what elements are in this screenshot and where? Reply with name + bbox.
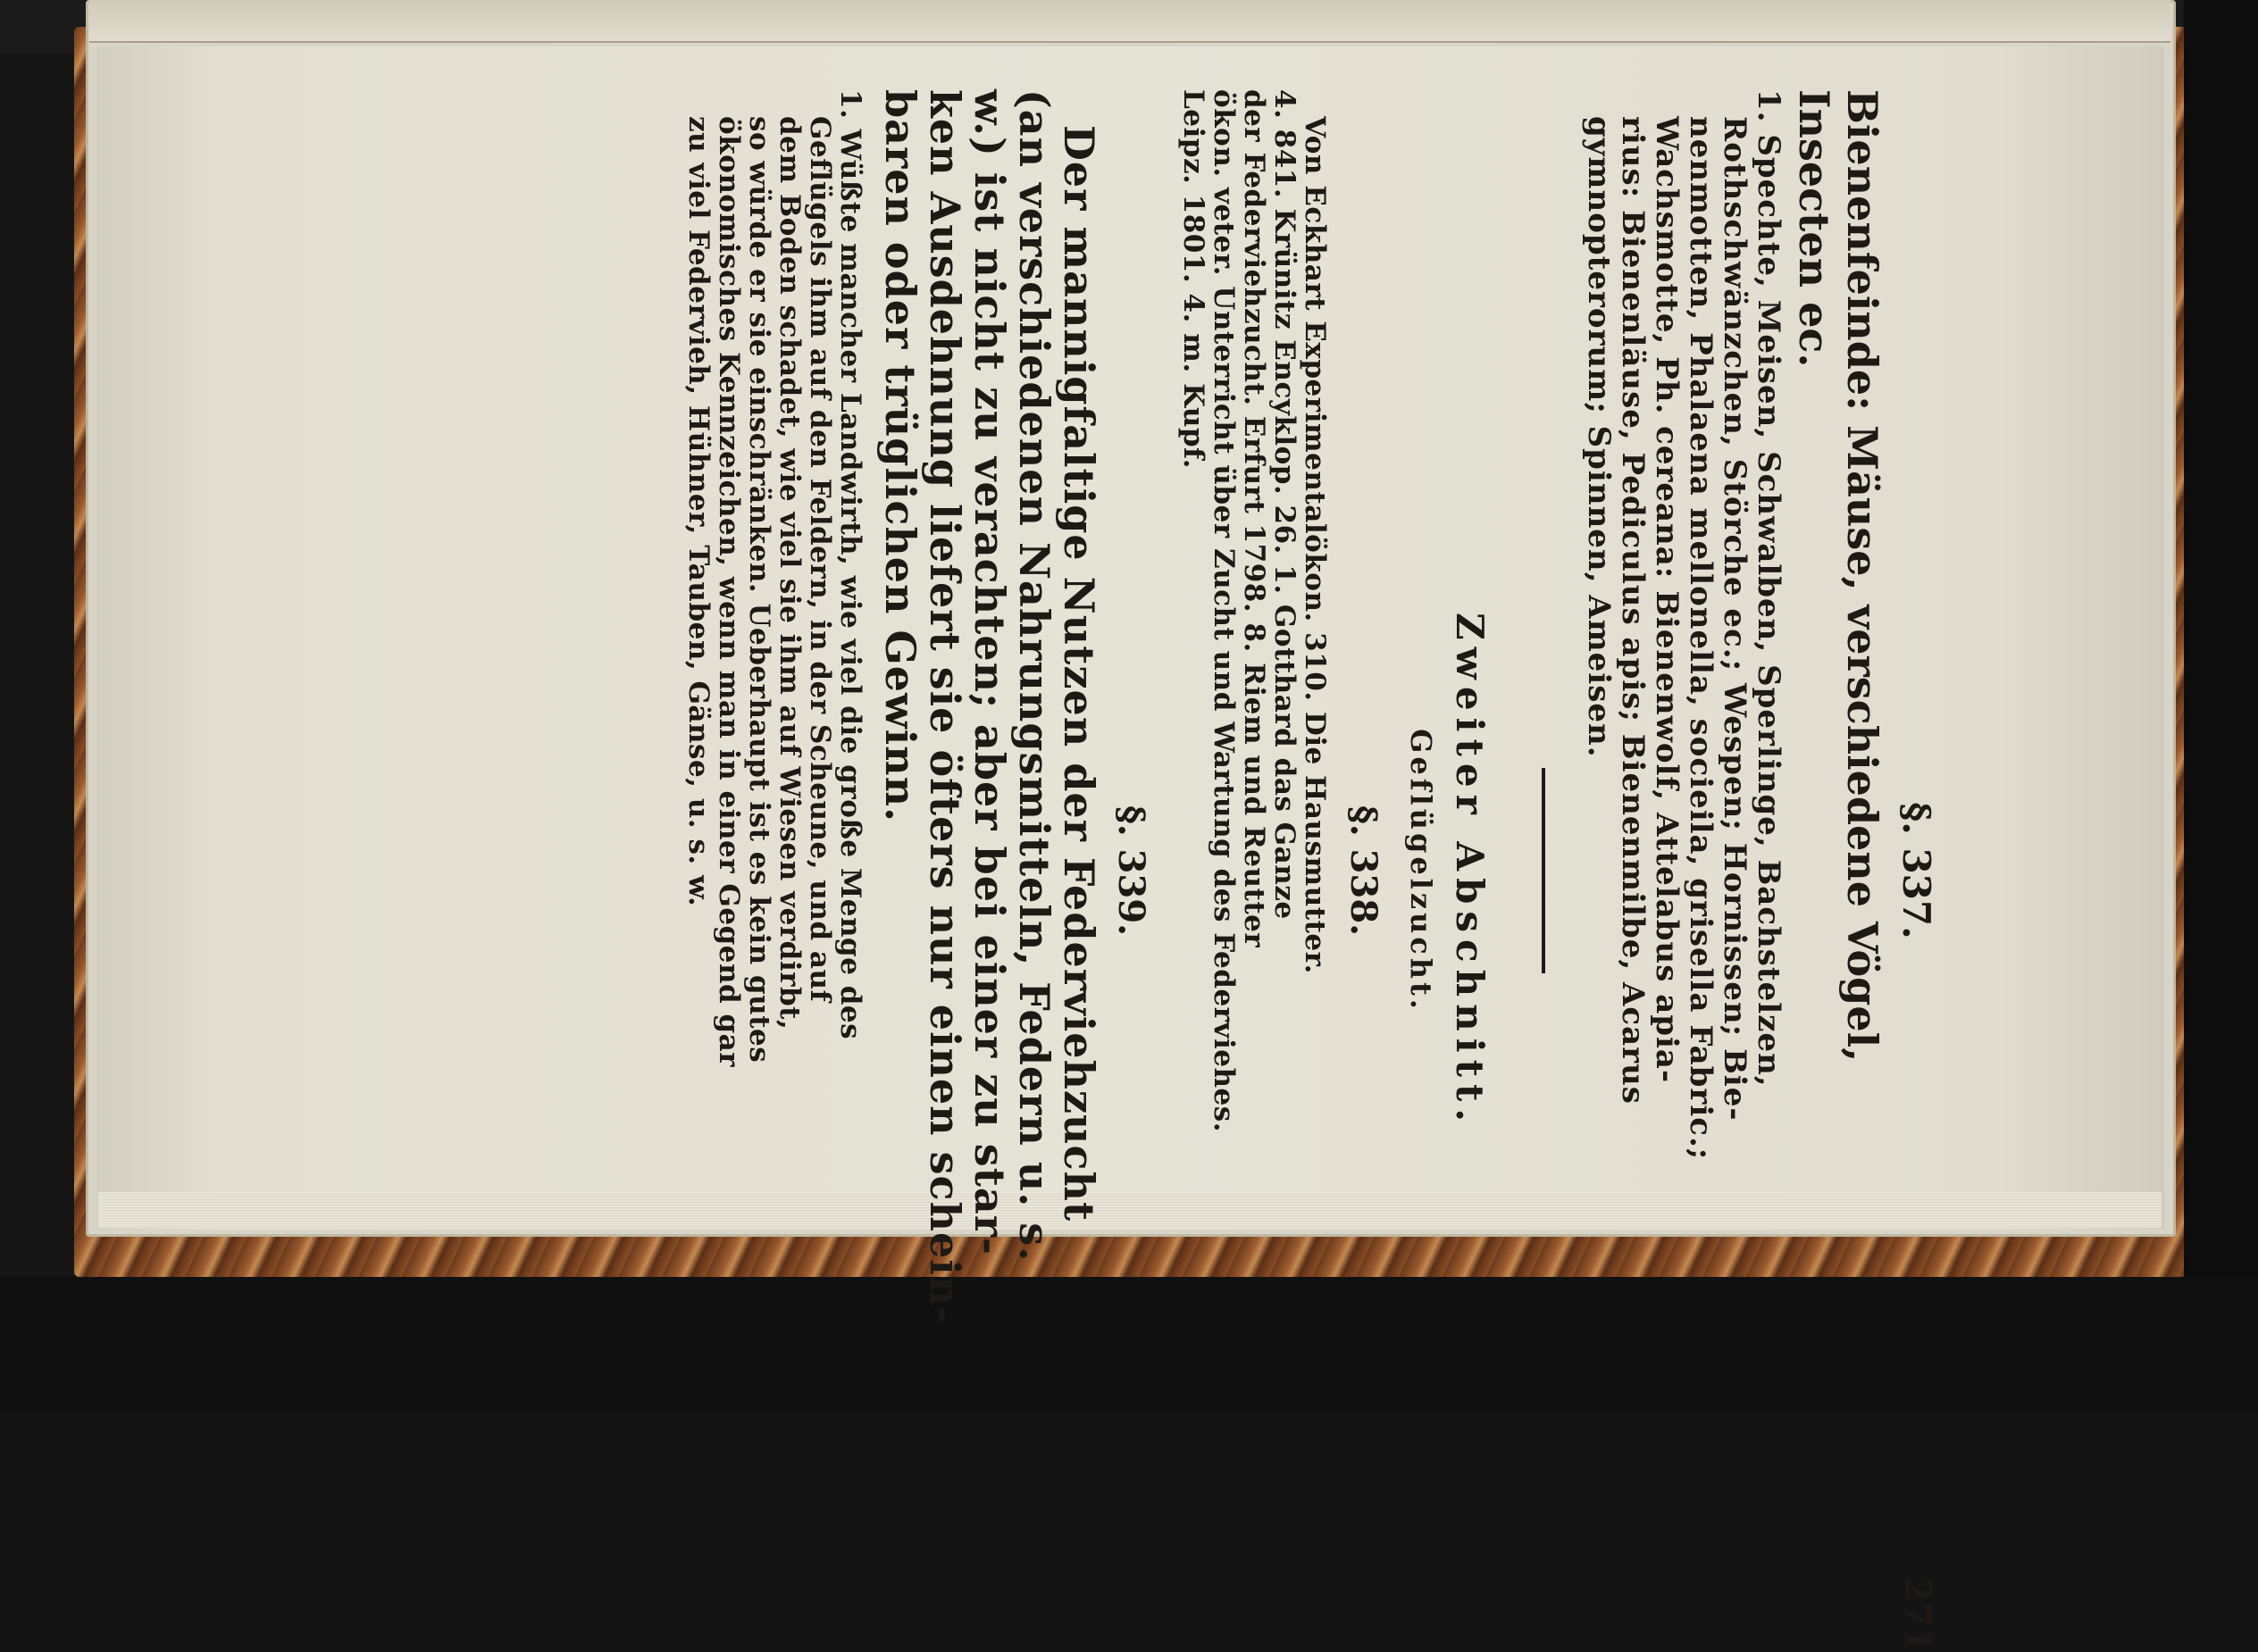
section-337-line-4: Wachsmotte, Ph. cereana: Bienenwolf, Attelabus apia- [1649,116,1685,1083]
section-338-line-1: Von Eckhart Experimentalökon. 310. Die Hausmutter. [1299,116,1331,974]
section-339-para-line-4: so würde er sie einschränken. Ueberhaupt ist es kein gutes [743,116,775,1063]
section-338-line-5: Leipz. 1801. 4. m. Kupf. [1177,89,1209,469]
section-339-line-3: w.) ist nicht zu verachten; aber bei einer zu star- [966,89,1014,1256]
section-338-line-2: 4. 841. Krünitz Encyklop. 26. 1. Gotthard das Ganze [1268,89,1300,920]
section-337-line-5: rius: Bienenläuse, Pediculus apis; Bienenmilbe, Acarus [1615,116,1651,1105]
previous-page-edge [89,0,2170,43]
section-339-line-4: ken Ausdehnung liefert sie öfters nur einen schein- [921,89,969,1324]
background-right [2184,0,2258,1412]
section-339-line-5: baren oder trüglichen Gewinn. [876,89,924,822]
section-338-line-3: der Federviehzucht. Erfurt 1798. 8. Riem und Reutter [1238,89,1270,947]
section-339-para-line-6: zu viel Federvieh, Hühner, Tauben, Gänse, u. s. w. [682,116,715,906]
section-divider [1542,768,1545,973]
section-338-number: §. 338. [1342,89,1384,1652]
rotated-text-block [375,89,1938,1098]
page-number: 271 [1896,1578,1938,1652]
section-339-line-1: Der mannigfaltige Nutzen der Federviehzucht [1055,125,1103,1222]
section-337-line-2: Rothschwänzchen, Störche ec.; Wespen; Hornissen; Bie- [1717,116,1752,1121]
section-337-line-3: nenmotten, Phalaena mellonella, socieila, grisella Fabric.; [1683,116,1719,1160]
section-339-para-line-3: dem Boden schadet, wie viel sie ihm auf Wiesen verdirbt, [774,116,806,1030]
section-339-para-line-2: Geflügels ihm auf den Feldern, in der Scheune, und auf [804,116,836,1002]
section-337-heading-line-1: Bienenfeinde: Mäuse, verschiedene Vögel, [1838,89,1886,1062]
section-337-line-6: gymnopterorum; Spinnen, Ameisen. [1581,116,1617,758]
section-339-line-2: (an verschiedenen Nahrungsmitteln, Federn u. s. [1010,89,1058,1262]
section-338-line-4: ökon. veter. Unterricht über Zucht und Wartung des Federviehes. [1208,89,1240,1132]
section-339-para-line-5: ökonomisches Kennzeichen, wenn man in einer Gegend gar [713,116,745,1067]
section-337-number: §. 337. [1894,89,1938,1652]
abschnitt-subtitle: Geflügelzucht. [1404,89,1438,1652]
section-337-heading-line-2: Insecten ec. [1790,89,1838,367]
abschnitt-title: Zweiter Abschnitt. [1448,89,1492,1652]
section-339-number: §. 339. [1110,89,1152,1652]
section-337-line-1: 1. Spechte, Meisen, Schwalben, Sperlinge, Bachstelzen, [1751,89,1786,1088]
section-339-para-line-1: 1. Wüßte mancher Landwirth, wie viel die große Menge des [834,89,866,1039]
